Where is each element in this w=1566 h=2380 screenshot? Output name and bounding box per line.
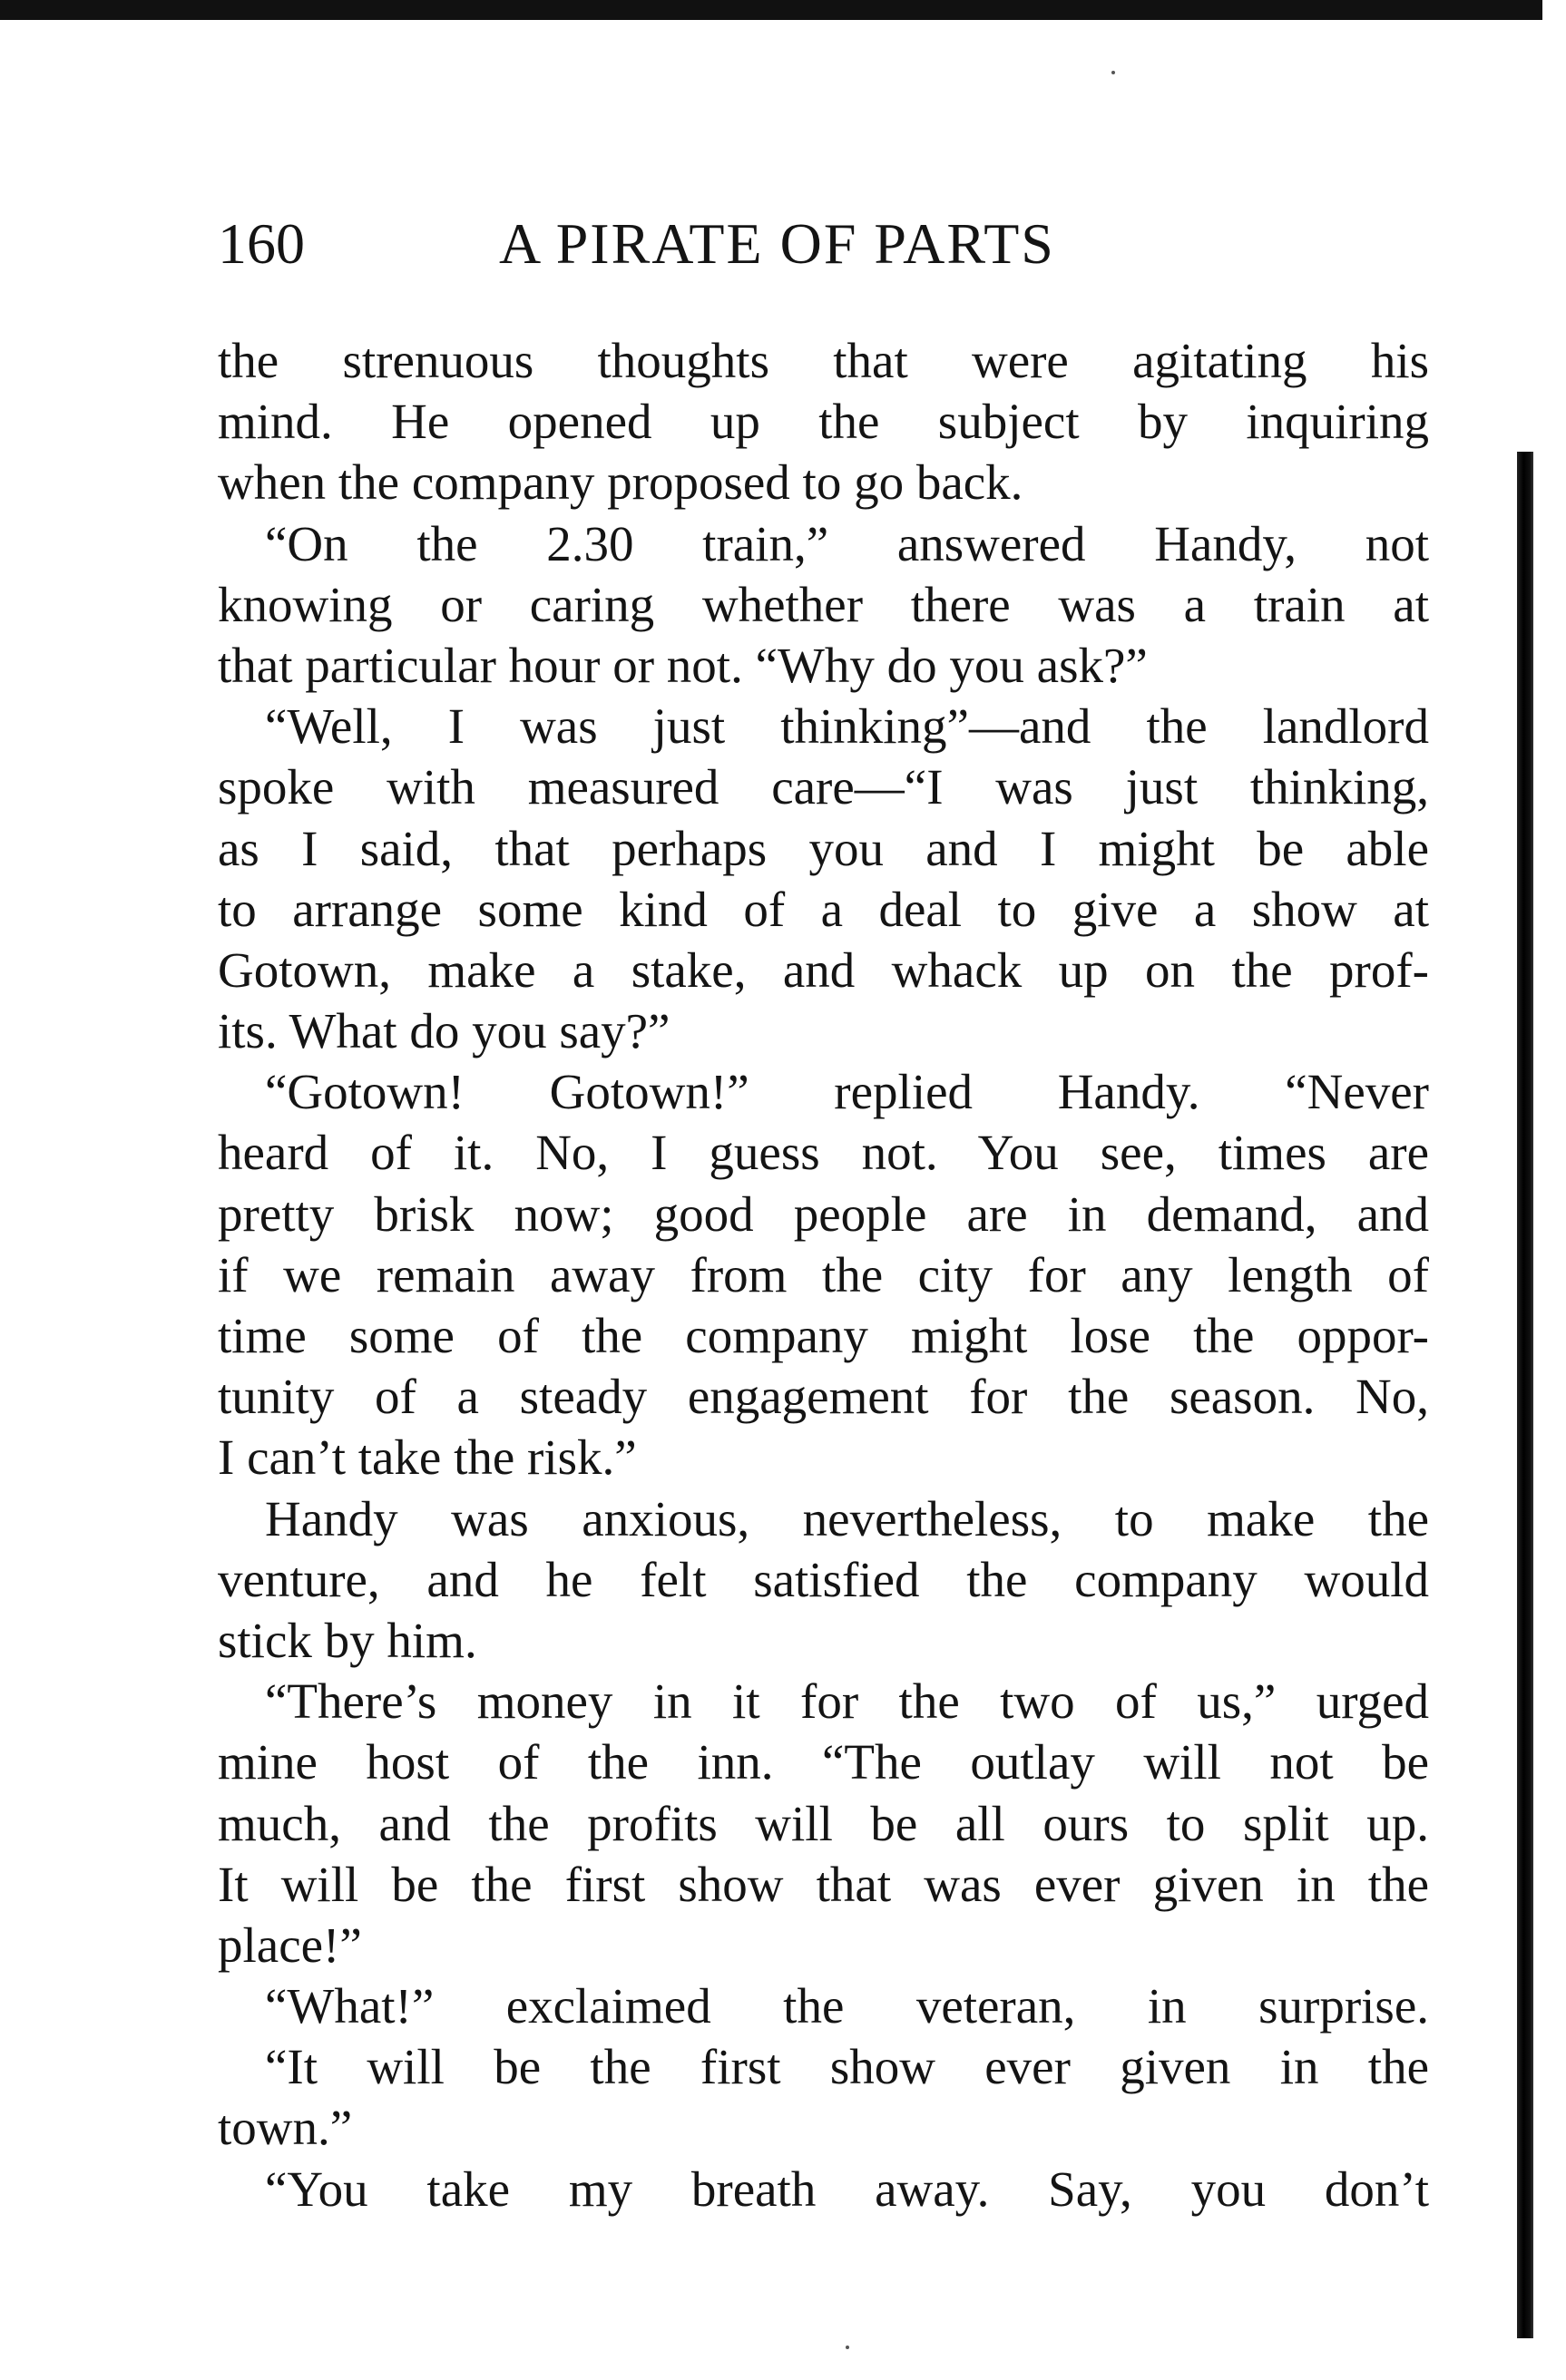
body-text <box>218 330 1429 2219</box>
scan-speck <box>1111 71 1115 74</box>
text-line: venture, and he felt satisfied the company would <box>218 1551 1429 1607</box>
text-line: when the company proposed to go back. <box>218 454 1023 511</box>
text-line: “Well, I was just thinking”—and the landlord <box>265 698 1429 755</box>
text-line: mine host of the inn. “The outlay will not be <box>218 1734 1429 1790</box>
page-number: 160 <box>218 211 305 276</box>
text-line: “It will be the first show ever given in the <box>265 2039 1429 2095</box>
text-line: “What!” exclaimed the veteran, in surprise. <box>265 1978 1429 2034</box>
text-line: I can’t take the risk.” <box>218 1429 637 1486</box>
top-border-rule <box>0 0 1542 20</box>
text-line: if we remain away from the city for any length of <box>218 1246 1429 1302</box>
text-line: “There’s money in it for the two of us,” urged <box>265 1673 1429 1730</box>
text-line: knowing or caring whether there was a train at <box>218 576 1429 632</box>
text-line: mind. He opened up the subject by inquiring <box>218 394 1429 450</box>
text-line: “On the 2.30 train,” answered Handy, not <box>265 515 1429 571</box>
text-line: Gotown, make a stake, and whack up on the prof- <box>218 941 1429 998</box>
text-line: as I said, that perhaps you and I might be able <box>218 820 1429 876</box>
text-line: stick by him. <box>218 1612 477 1668</box>
text-line: the strenuous thoughts that were agitating his <box>218 333 1429 388</box>
text-line: to arrange some kind of a deal to give a show at <box>218 881 1429 937</box>
page-header <box>218 203 1434 285</box>
scan-speck <box>846 2346 849 2349</box>
text-line: Handy was anxious, nevertheless, to make the <box>265 1490 1429 1546</box>
text-line: spoke with measured care—“I was just thinking, <box>218 759 1429 815</box>
text-line: “Gotown! Gotown!” replied Handy. “Never <box>265 1064 1429 1120</box>
text-line: It will be the first show that was ever given in the <box>218 1856 1429 1912</box>
text-line: that particular hour or not. “Why do you ask?” <box>218 637 1148 693</box>
text-line: its. What do you say?” <box>218 1003 670 1059</box>
running-title: A PIRATE OF PARTS <box>499 211 1055 276</box>
text-line: tunity of a steady engagement for the season. No, <box>218 1369 1429 1425</box>
text-line: “You take my breath away. Say, you don’t <box>265 2161 1429 2217</box>
text-line: town.” <box>218 2100 353 2156</box>
text-line: time some of the company might lose the oppor- <box>218 1308 1429 1363</box>
text-line: much, and the profits will be all ours to split up. <box>218 1795 1429 1851</box>
text-line: pretty brisk now; good people are in demand, and <box>218 1185 1429 1242</box>
page-edge-shadow <box>1517 452 1533 2338</box>
text-line: place!” <box>218 1917 362 1973</box>
text-line: heard of it. No, I guess not. You see, times are <box>218 1125 1429 1181</box>
